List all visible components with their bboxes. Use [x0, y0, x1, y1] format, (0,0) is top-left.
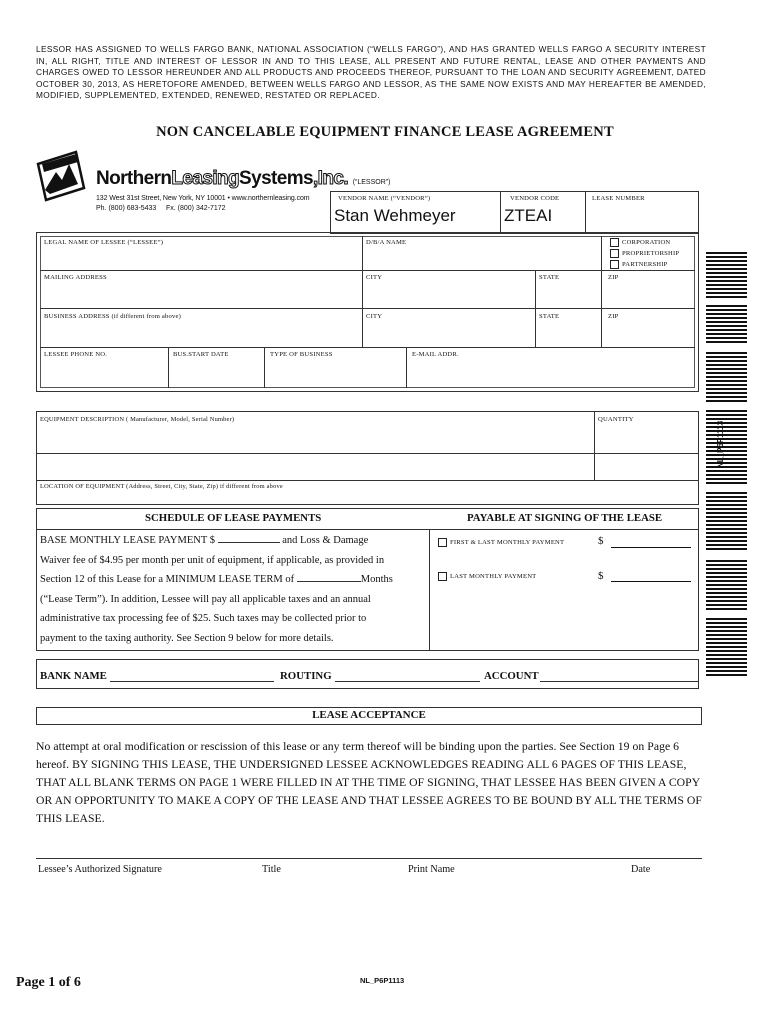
bank-name-label: BANK NAME: [40, 670, 107, 682]
quantity-label: QUANTITY: [598, 416, 634, 423]
vendor-name-value[interactable]: Stan Wehmeyer: [334, 206, 456, 225]
last-dollar: $: [598, 570, 604, 582]
zip-label: ZIP: [608, 274, 619, 281]
lessor-name: [96, 168, 390, 190]
lessor-tag: (“LESSOR”): [352, 179, 391, 186]
city-label: CITY: [366, 274, 383, 281]
state-label-2: STATE: [539, 313, 560, 320]
assignment-notice: LESSOR HAS ASSIGNED TO WELLS FARGO BANK, NATIONAL ASSOCIATION (“WELLS FARGO”), AND HAS GRANTED WELLS FARGO A SECURITY INTEREST IN, ALL RIGHT, TITLE AND INTEREST OF LESSOR IN AND TO THIS LEASE, ALL PRESENT AND FUTURE RENTAL, LEASE AND OTHER PAYMENTS AND CHARGES OWED TO LESSOR HEREUNDER AND ALL PRODUCTS AND PROCEEDS THEREOF, PURSUANT TO THE LOAN AND SECURITY AGREEMENT, DATED OCTOBER 30, 2013, AS HERETOFORE AMENDED, BETWEEN WELLS FARGO AND LESSOR, AS THE SAME NOW EXISTS AND MAY HEREAFTER BE AMENDED, MODIFIED, SUPPLEMENTED, EXTENDED, RENEWED, RESTATED OR REPLACED.: [36, 44, 706, 101]
payable-heading: PAYABLE AT SIGNING OF THE LEASE: [467, 512, 663, 524]
checkbox-icon: [610, 260, 619, 269]
barcode: [706, 560, 747, 610]
checkbox-icon: [610, 238, 619, 247]
last-payment-checkbox[interactable]: LAST MONTHLY PAYMENT: [438, 572, 536, 581]
signature-label: Lessee’s Authorized Signature: [38, 864, 162, 875]
document-title: NON CANCELABLE EQUIPMENT FINANCE LEASE AGREEMENT: [156, 124, 614, 140]
legal-name-label: LEGAL NAME OF LESSEE (“LESSEE”): [44, 239, 164, 246]
equipment-desc-label: EQUIPMENT DESCRIPTION ( Manufacturer, Model, Serial Number): [40, 416, 235, 423]
location-label: LOCATION OF EQUIPMENT (Address, Street, City, State, Zip) if different from above: [40, 483, 283, 490]
logo-name-4: ,Inc.: [313, 168, 349, 189]
logo-name-3: Systems: [239, 168, 313, 189]
state-label: STATE: [539, 274, 560, 281]
checkbox-icon: [610, 249, 619, 258]
vendor-code-label: VENDOR CODE: [510, 195, 560, 202]
business-address-label: BUSINESS ADDRESS (if different from above): [44, 313, 182, 320]
corporation-checkbox[interactable]: CORPORATION: [610, 238, 670, 247]
title-label: Title: [262, 864, 281, 875]
signature-line[interactable]: [36, 858, 702, 859]
bank-name-field[interactable]: [110, 681, 274, 682]
lessor-phone: Ph. (800) 683-5433: [96, 205, 157, 212]
base-payment-field[interactable]: [218, 532, 280, 543]
barcode: [706, 618, 747, 678]
account-label: ACCOUNT: [484, 670, 539, 682]
vendor-name-label: VENDOR NAME (“VENDOR”): [338, 195, 431, 202]
routing-label: ROUTING: [280, 670, 332, 682]
logo-name-2: Leasing: [171, 168, 240, 189]
equipment-box: [36, 411, 699, 505]
type-of-business-label: TYPE OF BUSINESS: [270, 351, 333, 358]
lease-term-field[interactable]: [297, 571, 361, 582]
email-label: E-MAIL ADDR.: [412, 351, 459, 358]
partnership-checkbox[interactable]: PARTNERSHIP: [610, 260, 668, 269]
form-code: NL_P6P1113: [360, 976, 405, 985]
checkbox-icon: [438, 538, 447, 547]
lessor-fax: Fx. (800) 342-7172: [166, 205, 226, 212]
print-name-label: Print Name: [408, 864, 455, 875]
first-last-dollar: $: [598, 535, 604, 547]
barcode: [706, 305, 747, 345]
logo-mark-icon: [36, 150, 86, 202]
barcode: [706, 410, 747, 484]
acceptance-heading: LEASE ACCEPTANCE: [312, 709, 426, 721]
last-amount-field[interactable]: [611, 581, 691, 582]
barcode: [706, 352, 747, 402]
side-form-code: NL_P6P1113: [716, 420, 725, 468]
acceptance-text: No attempt at oral modification or rescission of this lease or any term thereof will be binding upon the parties. See Section 19 on Page 6 hereof. BY SIGNING THIS LEASE, THE UNDERSIGNED LESSEE ACKNOWLEDGES READING ALL 6 PAGES OF THIS LEASE, THAT ALL BLANK TERMS ON PAGE 1 WERE FILLED IN AT THE TIME OF SIGNING, THAT LESSEE HAS BEEN GIVEN A COPY OR AN OPPORTUNITY TO MAKE A COPY OF THE LEASE AND THAT LESSEE AGREES TO BE BOUND BY ALL THE TERMS OF THIS LEASE.: [36, 740, 702, 825]
logo-name-1: Northern: [96, 168, 172, 189]
lessee-phone-label: LESSEE PHONE NO.: [44, 351, 108, 358]
first-last-payment-checkbox[interactable]: FIRST & LAST MONTHLY PAYMENT: [438, 538, 564, 547]
barcode: [706, 492, 747, 550]
schedule-heading: SCHEDULE OF LEASE PAYMENTS: [145, 512, 322, 524]
lease-number-label: LEASE NUMBER: [592, 195, 645, 202]
vendor-code-value[interactable]: ZTEAI: [504, 206, 553, 225]
checkbox-icon: [438, 572, 447, 581]
lessor-address: 132 West 31st Street, New York, NY 10001 • www.northernleasing.com: [96, 195, 310, 202]
dba-label: D/B/A NAME: [366, 239, 407, 246]
bus-start-label: BUS.START DATE: [173, 351, 229, 358]
page-number: Page 1 of 6: [16, 975, 81, 990]
mailing-address-label: MAILING ADDRESS: [44, 274, 107, 281]
bank-box: [36, 659, 699, 689]
city-label-2: CITY: [366, 313, 383, 320]
schedule-text: BASE MONTHLY LEASE PAYMENT $ and Loss & Damage Waiver fee of $4.95 per month per unit of equipment, if applicable, as provided in Section 12 of this Lease for a MINIMUM LEASE TERM of Months (“Lease Term”). In addition, Lessee will pay all applicable taxes and an annual administrative tax processing fee of $25. Such taxes may be collected prior to payment to the taxing authority. See Section 9 below for more details.: [40, 531, 428, 648]
proprietorship-checkbox[interactable]: PROPRIETORSHIP: [610, 249, 679, 258]
lessor-logo: [36, 150, 86, 202]
date-label: Date: [631, 864, 651, 875]
account-field[interactable]: [540, 681, 699, 682]
first-last-amount-field[interactable]: [611, 547, 691, 548]
routing-field[interactable]: [335, 681, 480, 682]
barcode: [706, 252, 747, 298]
zip-label-2: ZIP: [608, 313, 619, 320]
